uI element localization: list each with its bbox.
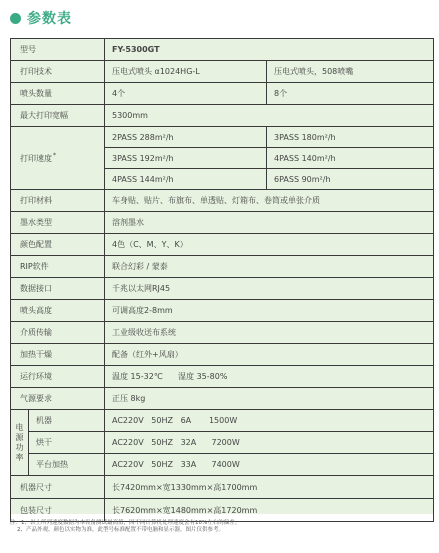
value-drying: 配备（红外+风扇） bbox=[105, 344, 434, 366]
value-environment: 温度 15-32℃ 湿度 35-80% bbox=[105, 366, 434, 388]
power-value-3: AC220V 50HZ 33A 7400W bbox=[105, 454, 434, 476]
row-media bbox=[11, 322, 434, 344]
label-machine-size: 机器尺寸 bbox=[11, 476, 105, 499]
value-color: 4色（C、M、Y、K） bbox=[105, 234, 434, 256]
value-model: FY-5300GT bbox=[105, 39, 434, 61]
speed-left-1: 2PASS 288m²/h bbox=[105, 127, 267, 148]
power-name-1: 机器 bbox=[29, 410, 105, 432]
value-machine-size: 长7420mm×宽1330mm×高1700mm bbox=[105, 476, 434, 499]
value-rip: 联合幻彩 / 蒙泰 bbox=[105, 256, 434, 278]
value-air: 正压 8kg bbox=[105, 388, 434, 410]
label-model: 型号 bbox=[11, 39, 105, 61]
spec-table bbox=[10, 38, 434, 522]
footnotes bbox=[10, 520, 433, 534]
row-material bbox=[11, 190, 434, 212]
label-rip: RIP软件 bbox=[11, 256, 105, 278]
label-material: 打印材料 bbox=[11, 190, 105, 212]
label-color: 颜色配置 bbox=[11, 234, 105, 256]
row-drying bbox=[11, 344, 434, 366]
row-package-size bbox=[11, 499, 434, 522]
row-interface bbox=[11, 278, 434, 300]
label-environment: 运行环境 bbox=[11, 366, 105, 388]
row-environment bbox=[11, 366, 434, 388]
label-media: 介质传输 bbox=[11, 322, 105, 344]
row-power-3 bbox=[11, 454, 434, 476]
label-print-tech: 打印技术 bbox=[11, 61, 105, 83]
power-value-2: AC220V 50HZ 32A 7200W bbox=[105, 432, 434, 454]
row-head-count bbox=[11, 83, 434, 105]
row-air bbox=[11, 388, 434, 410]
row-color bbox=[11, 234, 434, 256]
footnote-2: 2、产品外观、颜色以实物为准，此型号标准配置不带电脑和显示器，图片仅供参考。 bbox=[10, 527, 224, 533]
value-print-tech-2: 压电式喷头，508喷嘴 bbox=[267, 61, 434, 83]
speed-left-3: 4PASS 144m²/h bbox=[105, 169, 267, 190]
row-power-1 bbox=[11, 410, 434, 432]
row-rip bbox=[11, 256, 434, 278]
row-power-2 bbox=[11, 432, 434, 454]
value-interface: 千兆以太网RJ45 bbox=[105, 278, 434, 300]
value-media: 工业级收送布系统 bbox=[105, 322, 434, 344]
value-head-count-1: 4个 bbox=[105, 83, 267, 105]
label-power-text: 电源功率 bbox=[15, 422, 24, 462]
value-ink: 溶剂墨水 bbox=[105, 212, 434, 234]
label-interface: 数据接口 bbox=[11, 278, 105, 300]
label-speed bbox=[11, 127, 105, 190]
value-print-tech-1: 压电式喷头 α1024HG-L bbox=[105, 61, 267, 83]
speed-right-1: 3PASS 180m²/h bbox=[267, 127, 434, 148]
value-head-count-2: 8个 bbox=[267, 83, 434, 105]
power-name-2: 烘干 bbox=[29, 432, 105, 454]
speed-left-2: 3PASS 192m²/h bbox=[105, 148, 267, 169]
value-head-height: 可调高度2-8mm bbox=[105, 300, 434, 322]
speed-right-2: 4PASS 140m²/h bbox=[267, 148, 434, 169]
speed-footnote-mark: * bbox=[53, 151, 56, 159]
power-value-1: AC220V 50HZ 6A 1500W bbox=[105, 410, 434, 432]
label-head-count: 喷头数量 bbox=[11, 83, 105, 105]
row-head-height bbox=[11, 300, 434, 322]
bullet-dot-icon bbox=[10, 13, 21, 24]
label-ink: 墨水类型 bbox=[11, 212, 105, 234]
row-ink bbox=[11, 212, 434, 234]
row-print-tech bbox=[11, 61, 434, 83]
row-speed bbox=[11, 127, 434, 148]
value-material: 车身贴、贴片、布旗布、单透贴、灯箱布、卷筒或单张介质 bbox=[105, 190, 434, 212]
label-drying: 加热干燥 bbox=[11, 344, 105, 366]
label-power bbox=[11, 410, 29, 476]
label-speed-text: 打印速度 bbox=[20, 153, 52, 163]
row-max-width bbox=[11, 105, 434, 127]
value-max-width: 5300mm bbox=[105, 105, 434, 127]
value-package-size: 长7620mm×宽1480mm×高1720mm bbox=[105, 499, 434, 522]
power-name-3: 平台加热 bbox=[29, 454, 105, 476]
label-air: 气源要求 bbox=[11, 388, 105, 410]
section-heading bbox=[10, 8, 72, 28]
label-head-height: 喷头高度 bbox=[11, 300, 105, 322]
row-machine-size bbox=[11, 476, 434, 499]
footnote-1: 注：1、以上所列速度数据为本设备测试最高值，因不同计算机处理速度会有10%左右的偏差。 bbox=[10, 520, 241, 526]
label-max-width: 最大打印宽幅 bbox=[11, 105, 105, 127]
speed-right-3: 6PASS 90m²/h bbox=[267, 169, 434, 190]
label-package-size: 包装尺寸 bbox=[11, 499, 105, 522]
row-model bbox=[11, 39, 434, 61]
section-title: 参数表 bbox=[27, 11, 72, 27]
